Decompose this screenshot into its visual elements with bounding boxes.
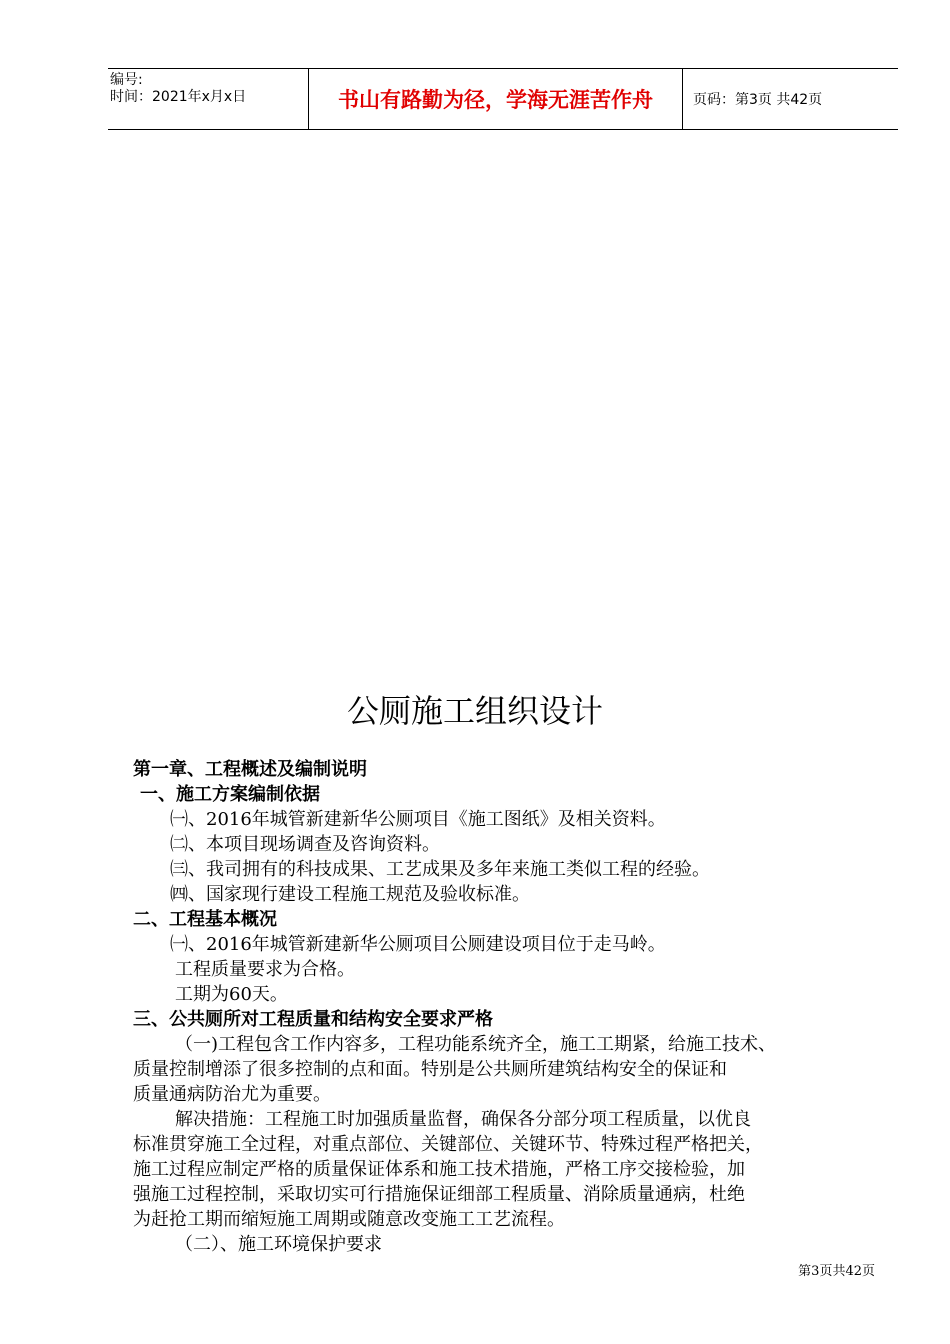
paragraph-line: 为赶抢工期而缩短施工周期或随意改变施工工艺流程。: [133, 1209, 565, 1230]
page-footer: 第3页共42页: [798, 1264, 875, 1279]
section1-heading: 一、施工方案编制依据: [140, 784, 320, 805]
section1-item: ㈠、2016年城管新建新华公厕项目《施工图纸》及相关资料。: [170, 809, 666, 830]
section1-item: ㈡、本项目现场调查及咨询资料。: [170, 834, 440, 855]
section2-item: 工期为60天。: [175, 984, 288, 1005]
paragraph-line: 解决措施：工程施工时加强质量监督，确保各分部分项工程质量，以优良: [175, 1109, 751, 1130]
paragraph-line: 强施工过程控制，采取切实可行措施保证细部工程质量、消除质量通病，杜绝: [133, 1184, 745, 1205]
section1-item: ㈢、我司拥有的科技成果、工艺成果及多年来施工类似工程的经验。: [170, 859, 710, 880]
subsection-heading: （二）、施工环境保护要求: [175, 1234, 382, 1255]
paragraph-line: 质量通病防治尤为重要。: [133, 1084, 331, 1105]
document-title: 公厕施工组织设计: [346, 692, 603, 730]
header-meta: [108, 69, 309, 129]
paragraph-line: （一)工程包含工作内容多，工程功能系统齐全，施工工期紧，给施工技术、: [175, 1034, 777, 1055]
section2-heading: 二、工程基本概况: [133, 909, 277, 930]
section2-item: 工程质量要求为合格。: [175, 959, 355, 980]
header-motto: 书山有路勤为径，学海无涯苦作舟: [309, 69, 683, 129]
section3-heading: 三、公共厕所对工程质量和结构安全要求严格: [133, 1009, 493, 1030]
paragraph-line: 质量控制增添了很多控制的点和面。特别是公共厕所建筑结构安全的保证和: [133, 1059, 727, 1080]
chapter-heading: 第一章、工程概述及编制说明: [133, 759, 367, 780]
number-label: 编号:: [110, 72, 143, 88]
section2-item: ㈠、2016年城管新建新华公厕项目公厕建设项目位于走马岭。: [170, 934, 666, 955]
time-label: 时间：2021年x月x日: [110, 89, 247, 105]
paragraph-line: 施工过程应制定严格的质量保证体系和施工技术措施，严格工序交接检验，加: [133, 1159, 745, 1180]
page-header: [108, 68, 898, 130]
paragraph-line: 标准贯穿施工全过程，对重点部位、关键部位、关键环节、特殊过程严格把关，: [133, 1134, 763, 1155]
header-page-label: 页码：第3页 共42页: [693, 92, 823, 108]
section1-item: ㈣、国家现行建设工程施工规范及验收标准。: [170, 884, 530, 905]
